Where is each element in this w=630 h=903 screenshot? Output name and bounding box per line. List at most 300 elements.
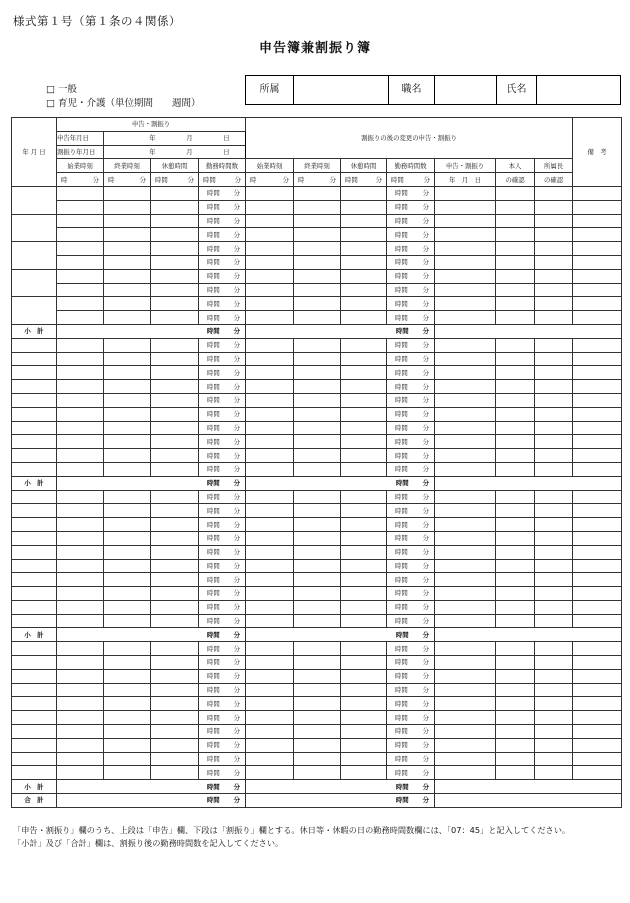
time-cell[interactable] — [104, 766, 151, 780]
hours-cell[interactable]: 時間 分 — [199, 200, 246, 214]
time-cell[interactable] — [104, 255, 151, 269]
hours-cell[interactable]: 時間 分 — [387, 269, 435, 283]
time-cell[interactable] — [151, 338, 199, 352]
confirm-cell[interactable] — [535, 683, 573, 697]
time-cell[interactable] — [57, 656, 104, 670]
hours-cell[interactable]: 時間 分 — [199, 642, 246, 656]
confirm-cell[interactable] — [535, 242, 573, 256]
confirm-cell[interactable] — [435, 545, 496, 559]
hours-cell[interactable]: 時間 分 — [387, 752, 435, 766]
confirm-cell[interactable] — [535, 725, 573, 739]
remarks-cell[interactable] — [573, 338, 622, 352]
hours-cell[interactable]: 時間 分 — [387, 614, 435, 628]
time-cell[interactable] — [151, 407, 199, 421]
hours-cell[interactable]: 時間 分 — [199, 393, 246, 407]
time-cell[interactable] — [151, 255, 199, 269]
time-cell[interactable] — [104, 214, 151, 228]
remarks-cell[interactable] — [573, 752, 622, 766]
time-cell[interactable] — [57, 573, 104, 587]
changed-time-cell[interactable] — [246, 531, 294, 545]
remarks-cell[interactable] — [573, 269, 622, 283]
changed-time-cell[interactable] — [294, 449, 341, 463]
date-cell[interactable] — [12, 669, 57, 683]
time-cell[interactable] — [151, 614, 199, 628]
changed-time-cell[interactable] — [341, 200, 387, 214]
hours-cell[interactable]: 時間 分 — [199, 338, 246, 352]
confirm-cell[interactable] — [535, 711, 573, 725]
confirm-cell[interactable] — [535, 573, 573, 587]
confirm-cell[interactable] — [435, 407, 496, 421]
changed-time-cell[interactable] — [341, 214, 387, 228]
remarks-cell[interactable] — [573, 600, 622, 614]
hours-cell[interactable]: 時間 分 — [199, 697, 246, 711]
changed-time-cell[interactable] — [341, 407, 387, 421]
time-cell[interactable] — [151, 462, 199, 476]
changed-time-cell[interactable] — [341, 297, 387, 311]
time-cell[interactable] — [57, 518, 104, 532]
time-cell[interactable] — [104, 697, 151, 711]
hours-cell[interactable]: 時間 分 — [387, 462, 435, 476]
time-cell[interactable] — [151, 725, 199, 739]
changed-time-cell[interactable] — [341, 600, 387, 614]
changed-time-cell[interactable] — [246, 407, 294, 421]
remarks-cell[interactable] — [573, 573, 622, 587]
hours-cell[interactable]: 時間 分 — [387, 214, 435, 228]
time-cell[interactable] — [57, 200, 104, 214]
confirm-cell[interactable] — [535, 545, 573, 559]
hours-cell[interactable]: 時間 分 — [387, 504, 435, 518]
remarks-cell[interactable] — [573, 766, 622, 780]
changed-time-cell[interactable] — [294, 435, 341, 449]
remarks-cell[interactable] — [573, 725, 622, 739]
changed-time-cell[interactable] — [246, 435, 294, 449]
hours-cell[interactable]: 時間 分 — [199, 311, 246, 325]
confirm-cell[interactable] — [535, 393, 573, 407]
hours-cell[interactable]: 時間 分 — [199, 518, 246, 532]
time-cell[interactable] — [151, 352, 199, 366]
confirm-cell[interactable] — [535, 269, 573, 283]
confirm-cell[interactable] — [435, 725, 496, 739]
changed-time-cell[interactable] — [246, 421, 294, 435]
date-cell[interactable] — [12, 366, 57, 380]
confirm-cell[interactable] — [535, 352, 573, 366]
hours-cell[interactable]: 時間 分 — [387, 407, 435, 421]
time-cell[interactable] — [151, 283, 199, 297]
time-cell[interactable] — [151, 600, 199, 614]
changed-time-cell[interactable] — [341, 518, 387, 532]
date-cell[interactable] — [12, 738, 57, 752]
changed-time-cell[interactable] — [341, 380, 387, 394]
changed-time-cell[interactable] — [294, 587, 341, 601]
hours-cell[interactable]: 時間 分 — [387, 200, 435, 214]
changed-time-cell[interactable] — [294, 614, 341, 628]
changed-time-cell[interactable] — [246, 297, 294, 311]
confirm-cell[interactable] — [435, 311, 496, 325]
time-cell[interactable] — [57, 421, 104, 435]
changed-time-cell[interactable] — [294, 600, 341, 614]
confirm-cell[interactable] — [496, 269, 535, 283]
changed-time-cell[interactable] — [294, 297, 341, 311]
date-cell[interactable] — [12, 545, 57, 559]
time-cell[interactable] — [57, 766, 104, 780]
hours-cell[interactable]: 時間 分 — [387, 297, 435, 311]
date-cell[interactable] — [12, 380, 57, 394]
time-cell[interactable] — [151, 311, 199, 325]
time-cell[interactable] — [104, 531, 151, 545]
changed-time-cell[interactable] — [246, 669, 294, 683]
confirm-cell[interactable] — [535, 200, 573, 214]
changed-time-cell[interactable] — [246, 559, 294, 573]
changed-time-cell[interactable] — [341, 545, 387, 559]
time-cell[interactable] — [104, 421, 151, 435]
changed-time-cell[interactable] — [341, 642, 387, 656]
changed-time-cell[interactable] — [294, 545, 341, 559]
subtotal-row-changed-hours[interactable]: 時間 分 — [246, 476, 435, 490]
confirm-cell[interactable] — [496, 545, 535, 559]
date-cell[interactable] — [12, 393, 57, 407]
hours-cell[interactable]: 時間 分 — [387, 490, 435, 504]
time-cell[interactable] — [104, 462, 151, 476]
time-cell[interactable] — [104, 738, 151, 752]
time-cell[interactable] — [104, 683, 151, 697]
confirm-cell[interactable] — [496, 766, 535, 780]
date-cell[interactable] — [12, 600, 57, 614]
time-cell[interactable] — [104, 545, 151, 559]
confirm-cell[interactable] — [496, 504, 535, 518]
confirm-cell[interactable] — [435, 711, 496, 725]
remarks-cell[interactable] — [573, 352, 622, 366]
confirm-cell[interactable] — [535, 214, 573, 228]
time-cell[interactable] — [104, 407, 151, 421]
time-cell[interactable] — [57, 352, 104, 366]
confirm-cell[interactable] — [496, 186, 535, 200]
changed-time-cell[interactable] — [294, 214, 341, 228]
confirm-cell[interactable] — [535, 752, 573, 766]
date-cell[interactable] — [12, 242, 57, 270]
time-cell[interactable] — [57, 435, 104, 449]
confirm-cell[interactable] — [496, 380, 535, 394]
changed-time-cell[interactable] — [246, 573, 294, 587]
changed-time-cell[interactable] — [246, 766, 294, 780]
time-cell[interactable] — [151, 366, 199, 380]
confirm-cell[interactable] — [535, 642, 573, 656]
date-cell[interactable] — [12, 766, 57, 780]
hours-cell[interactable]: 時間 分 — [199, 559, 246, 573]
date-cell[interactable] — [12, 656, 57, 670]
hours-cell[interactable]: 時間 分 — [199, 656, 246, 670]
hours-cell[interactable]: 時間 分 — [199, 766, 246, 780]
confirm-cell[interactable] — [535, 255, 573, 269]
hours-cell[interactable]: 時間 分 — [387, 338, 435, 352]
time-cell[interactable] — [151, 504, 199, 518]
changed-time-cell[interactable] — [246, 200, 294, 214]
time-cell[interactable] — [57, 545, 104, 559]
hours-cell[interactable]: 時間 分 — [387, 559, 435, 573]
changed-time-cell[interactable] — [341, 725, 387, 739]
remarks-cell[interactable] — [573, 462, 622, 476]
confirm-cell[interactable] — [496, 697, 535, 711]
confirm-cell[interactable] — [496, 559, 535, 573]
confirm-cell[interactable] — [535, 366, 573, 380]
date-cell[interactable] — [12, 449, 57, 463]
time-cell[interactable] — [57, 752, 104, 766]
hours-cell[interactable]: 時間 分 — [199, 380, 246, 394]
date-cell[interactable] — [12, 186, 57, 214]
remarks-cell[interactable] — [573, 531, 622, 545]
changed-time-cell[interactable] — [294, 559, 341, 573]
confirm-cell[interactable] — [496, 393, 535, 407]
changed-time-cell[interactable] — [246, 711, 294, 725]
confirm-cell[interactable] — [535, 518, 573, 532]
date-cell[interactable] — [12, 531, 57, 545]
time-cell[interactable] — [57, 725, 104, 739]
confirm-cell[interactable] — [535, 669, 573, 683]
changed-time-cell[interactable] — [341, 738, 387, 752]
confirm-cell[interactable] — [535, 435, 573, 449]
remarks-cell[interactable] — [573, 697, 622, 711]
changed-time-cell[interactable] — [246, 614, 294, 628]
hours-cell[interactable]: 時間 分 — [387, 255, 435, 269]
changed-time-cell[interactable] — [246, 490, 294, 504]
changed-time-cell[interactable] — [341, 766, 387, 780]
date-cell[interactable] — [12, 697, 57, 711]
time-cell[interactable] — [104, 269, 151, 283]
time-cell[interactable] — [151, 766, 199, 780]
allocation-date-field[interactable] — [104, 145, 246, 159]
time-cell[interactable] — [104, 490, 151, 504]
confirm-cell[interactable] — [435, 683, 496, 697]
time-cell[interactable] — [57, 311, 104, 325]
changed-time-cell[interactable] — [294, 269, 341, 283]
confirm-cell[interactable] — [435, 669, 496, 683]
confirm-cell[interactable] — [435, 186, 496, 200]
confirm-cell[interactable] — [435, 283, 496, 297]
hours-cell[interactable]: 時間 分 — [199, 531, 246, 545]
changed-time-cell[interactable] — [341, 683, 387, 697]
time-cell[interactable] — [151, 421, 199, 435]
confirm-cell[interactable] — [535, 380, 573, 394]
time-cell[interactable] — [57, 366, 104, 380]
hours-cell[interactable]: 時間 分 — [199, 242, 246, 256]
time-cell[interactable] — [104, 504, 151, 518]
changed-time-cell[interactable] — [246, 269, 294, 283]
hours-cell[interactable]: 時間 分 — [387, 669, 435, 683]
time-cell[interactable] — [104, 449, 151, 463]
time-cell[interactable] — [57, 711, 104, 725]
time-cell[interactable] — [104, 752, 151, 766]
confirm-cell[interactable] — [496, 669, 535, 683]
changed-time-cell[interactable] — [246, 214, 294, 228]
confirm-cell[interactable] — [496, 725, 535, 739]
time-cell[interactable] — [151, 435, 199, 449]
changed-time-cell[interactable] — [246, 380, 294, 394]
changed-time-cell[interactable] — [341, 311, 387, 325]
changed-time-cell[interactable] — [294, 407, 341, 421]
remarks-cell[interactable] — [573, 587, 622, 601]
confirm-cell[interactable] — [435, 490, 496, 504]
time-cell[interactable] — [151, 697, 199, 711]
changed-time-cell[interactable] — [246, 587, 294, 601]
hours-cell[interactable]: 時間 分 — [199, 352, 246, 366]
changed-time-cell[interactable] — [341, 752, 387, 766]
time-cell[interactable] — [57, 504, 104, 518]
time-cell[interactable] — [57, 697, 104, 711]
hours-cell[interactable]: 時間 分 — [199, 283, 246, 297]
remarks-cell[interactable] — [573, 421, 622, 435]
confirm-cell[interactable] — [535, 531, 573, 545]
time-cell[interactable] — [57, 449, 104, 463]
time-cell[interactable] — [57, 587, 104, 601]
time-cell[interactable] — [151, 490, 199, 504]
time-cell[interactable] — [151, 752, 199, 766]
changed-time-cell[interactable] — [246, 752, 294, 766]
changed-time-cell[interactable] — [294, 573, 341, 587]
confirm-cell[interactable] — [496, 366, 535, 380]
confirm-cell[interactable] — [496, 297, 535, 311]
hours-cell[interactable]: 時間 分 — [387, 283, 435, 297]
time-cell[interactable] — [151, 186, 199, 200]
changed-time-cell[interactable] — [294, 738, 341, 752]
changed-time-cell[interactable] — [294, 393, 341, 407]
changed-time-cell[interactable] — [294, 669, 341, 683]
confirm-cell[interactable] — [435, 435, 496, 449]
hours-cell[interactable]: 時間 分 — [199, 738, 246, 752]
time-cell[interactable] — [104, 380, 151, 394]
changed-time-cell[interactable] — [246, 311, 294, 325]
changed-time-cell[interactable] — [294, 380, 341, 394]
changed-time-cell[interactable] — [294, 752, 341, 766]
changed-time-cell[interactable] — [246, 449, 294, 463]
confirm-cell[interactable] — [435, 531, 496, 545]
time-cell[interactable] — [104, 283, 151, 297]
time-cell[interactable] — [57, 642, 104, 656]
remarks-cell[interactable] — [573, 449, 622, 463]
confirm-cell[interactable] — [435, 421, 496, 435]
subtotal-row-hours[interactable]: 時間 分 — [57, 324, 246, 338]
date-cell[interactable] — [12, 421, 57, 435]
changed-time-cell[interactable] — [294, 711, 341, 725]
changed-time-cell[interactable] — [246, 504, 294, 518]
changed-time-cell[interactable] — [341, 711, 387, 725]
time-cell[interactable] — [57, 269, 104, 283]
remarks-cell[interactable] — [573, 683, 622, 697]
confirm-cell[interactable] — [435, 573, 496, 587]
hours-cell[interactable]: 時間 分 — [199, 614, 246, 628]
remarks-cell[interactable] — [573, 738, 622, 752]
time-cell[interactable] — [104, 228, 151, 242]
confirm-cell[interactable] — [496, 738, 535, 752]
changed-time-cell[interactable] — [341, 269, 387, 283]
changed-time-cell[interactable] — [246, 738, 294, 752]
subtotal-row-hours[interactable]: 時間 分 — [57, 628, 246, 642]
remarks-cell[interactable] — [573, 656, 622, 670]
changed-time-cell[interactable] — [294, 725, 341, 739]
time-cell[interactable] — [104, 366, 151, 380]
remarks-cell[interactable] — [573, 490, 622, 504]
time-cell[interactable] — [151, 228, 199, 242]
confirm-cell[interactable] — [435, 559, 496, 573]
changed-time-cell[interactable] — [246, 725, 294, 739]
name-field[interactable] — [537, 76, 620, 104]
remarks-cell[interactable] — [573, 380, 622, 394]
changed-time-cell[interactable] — [294, 504, 341, 518]
remarks-cell[interactable] — [573, 407, 622, 421]
time-cell[interactable] — [104, 600, 151, 614]
hours-cell[interactable]: 時間 分 — [387, 711, 435, 725]
time-cell[interactable] — [104, 518, 151, 532]
confirm-cell[interactable] — [435, 255, 496, 269]
hours-cell[interactable]: 時間 分 — [387, 573, 435, 587]
total-row-changed-hours[interactable]: 時間 分 — [246, 794, 435, 808]
hours-cell[interactable]: 時間 分 — [387, 656, 435, 670]
hours-cell[interactable]: 時間 分 — [387, 642, 435, 656]
changed-time-cell[interactable] — [341, 393, 387, 407]
changed-time-cell[interactable] — [341, 462, 387, 476]
confirm-cell[interactable] — [535, 228, 573, 242]
confirm-cell[interactable] — [535, 490, 573, 504]
changed-time-cell[interactable] — [294, 283, 341, 297]
time-cell[interactable] — [151, 642, 199, 656]
hours-cell[interactable]: 時間 分 — [199, 462, 246, 476]
time-cell[interactable] — [151, 711, 199, 725]
time-cell[interactable] — [57, 242, 104, 256]
changed-time-cell[interactable] — [341, 366, 387, 380]
time-cell[interactable] — [104, 587, 151, 601]
changed-time-cell[interactable] — [246, 366, 294, 380]
changed-time-cell[interactable] — [294, 683, 341, 697]
hours-cell[interactable]: 時間 分 — [199, 600, 246, 614]
hours-cell[interactable]: 時間 分 — [387, 545, 435, 559]
time-cell[interactable] — [151, 393, 199, 407]
changed-time-cell[interactable] — [294, 462, 341, 476]
date-cell[interactable] — [12, 573, 57, 587]
confirm-cell[interactable] — [496, 752, 535, 766]
time-cell[interactable] — [151, 449, 199, 463]
hours-cell[interactable]: 時間 分 — [387, 766, 435, 780]
remarks-cell[interactable] — [573, 228, 622, 242]
remarks-cell[interactable] — [573, 545, 622, 559]
remarks-cell[interactable] — [573, 435, 622, 449]
confirm-cell[interactable] — [435, 393, 496, 407]
hours-cell[interactable]: 時間 分 — [199, 407, 246, 421]
hours-cell[interactable]: 時間 分 — [387, 435, 435, 449]
hours-cell[interactable]: 時間 分 — [387, 587, 435, 601]
confirm-cell[interactable] — [435, 449, 496, 463]
changed-time-cell[interactable] — [294, 338, 341, 352]
time-cell[interactable] — [104, 297, 151, 311]
confirm-cell[interactable] — [496, 435, 535, 449]
total-row-hours[interactable]: 時間 分 — [57, 794, 246, 808]
confirm-cell[interactable] — [535, 600, 573, 614]
declaration-date-field[interactable] — [104, 131, 246, 145]
time-cell[interactable] — [104, 559, 151, 573]
date-cell[interactable] — [12, 297, 57, 325]
remarks-cell[interactable] — [573, 311, 622, 325]
remarks-cell[interactable] — [573, 559, 622, 573]
confirm-cell[interactable] — [535, 297, 573, 311]
date-cell[interactable] — [12, 683, 57, 697]
subtotal-row-changed-hours[interactable]: 時間 分 — [246, 780, 435, 794]
time-cell[interactable] — [57, 669, 104, 683]
remarks-cell[interactable] — [573, 614, 622, 628]
time-cell[interactable] — [57, 600, 104, 614]
confirm-cell[interactable] — [535, 338, 573, 352]
time-cell[interactable] — [57, 297, 104, 311]
option-general[interactable]: □ 一般 — [46, 84, 77, 95]
hours-cell[interactable]: 時間 分 — [199, 711, 246, 725]
changed-time-cell[interactable] — [246, 352, 294, 366]
hours-cell[interactable]: 時間 分 — [387, 421, 435, 435]
